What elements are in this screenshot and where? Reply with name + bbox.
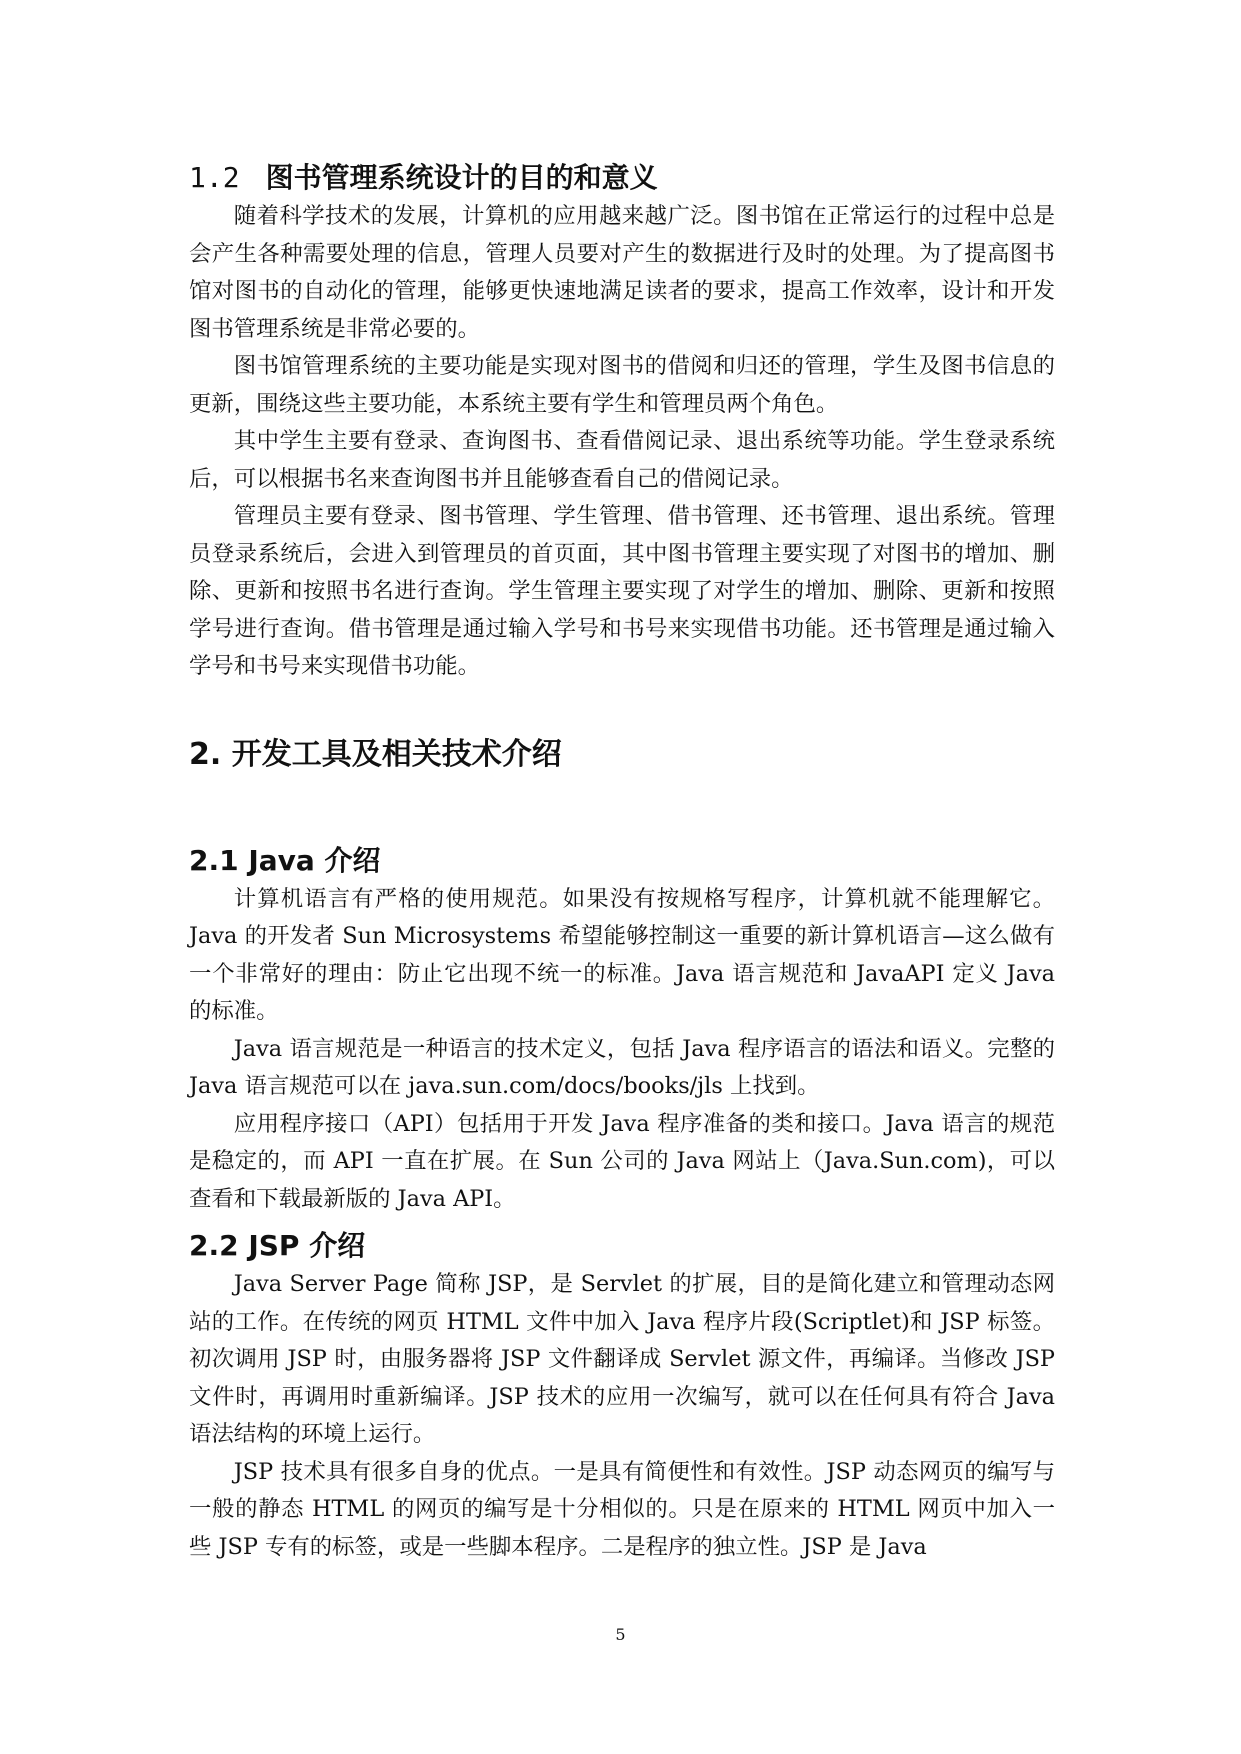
page-content (189, 158, 1055, 1566)
section-heading-1-2 (189, 158, 1055, 198)
section-number: 1.2 (189, 161, 240, 194)
page-number: 5 (615, 1625, 626, 1644)
section-title: 图书管理系统设计的目的和意义 (265, 161, 658, 194)
paragraph: JSP 技术具有很多自身的优点。一是具有简便性和有效性。JSP 动态网页的编写与一般的静态 HTML 的网页的编写是十分相似的。只是在原来的 HTML 网页中加入一些 JSP 专有的标签，或是一些脚本程序。二是程序的独立性。JSP 是 Java (189, 1458, 1055, 1560)
section-heading-2-1: 2.1 Java 介绍 (189, 843, 381, 877)
paragraph: Java Server Page 简称 JSP，是 Servlet 的扩展，目的是简化建立和管理动态网站的工作。在传统的网页 HTML 文件中加入 Java 程序片段(Scriptlet)和 JSP 标签。初次调用 JSP 时，由服务器将 JSP 文件翻译成 Servlet 源文件，再编译。当修改 JSP 文件时，再调用时重新编译。JSP 技术的应用一次编写，就可以在任何具有符合 Java 语法结构的环境上运行。 (189, 1271, 1055, 1447)
paragraph: 应用程序接口（API）包括用于开发 Java 程序准备的类和接口。Java 语言的规范是稳定的，而 API 一直在扩展。在 Sun 公司的 Java 网站上（Java.Sun.com)，可以查看和下载最新版的 Java API。 (189, 1110, 1055, 1212)
paragraph: 管理员主要有登录、图书管理、学生管理、借书管理、还书管理、退出系统。管理员登录系统后，会进入到管理员的首页面，其中图书管理主要实现了对图书的增加、删除、更新和按照书名进行查询。学生管理主要实现了对学生的增加、删除、更新和按照学号进行查询。借书管理是通过输入学号和书号来实现借书功能。还书管理是通过输入学号和书号来实现借书功能。 (189, 503, 1055, 679)
paragraph: 计算机语言有严格的使用规范。如果没有按规格写程序，计算机就不能理解它。Java 的开发者 Sun Microsystems 希望能够控制这一重要的新计算机语言—这么做有一个非常好的理由：防止它出现不统一的标准。Java 语言规范和 JavaAPI 定义 Java 的标准。 (189, 885, 1055, 1024)
paragraph: 随着科学技术的发展，计算机的应用越来越广泛。图书馆在正常运行的过程中总是会产生各种需要处理的信息，管理人员要对产生的数据进行及时的处理。为了提高图书馆对图书的自动化的管理，能够更快速地满足读者的要求，提高工作效率，设计和开发图书管理系统是非常必要的。 (189, 203, 1055, 342)
section-heading-2-2: 2.2 JSP 介绍 (189, 1229, 366, 1262)
paragraph: 图书馆管理系统的主要功能是实现对图书的借阅和归还的管理，学生及图书信息的更新，围绕这些主要功能，本系统主要有学生和管理员两个角色。 (189, 353, 1055, 417)
paragraph: Java 语言规范是一种语言的技术定义，包括 Java 程序语言的语法和语义。完整的 Java 语言规范可以在 java.sun.com/docs/books/jls 上找到。 (189, 1035, 1055, 1099)
chapter-heading-2: 2. 开发工具及相关技术介绍 (189, 736, 562, 772)
paragraph: 其中学生主要有登录、查询图书、查看借阅记录、退出系统等功能。学生登录系统后，可以根据书名来查询图书并且能够查看自己的借阅记录。 (189, 428, 1055, 492)
